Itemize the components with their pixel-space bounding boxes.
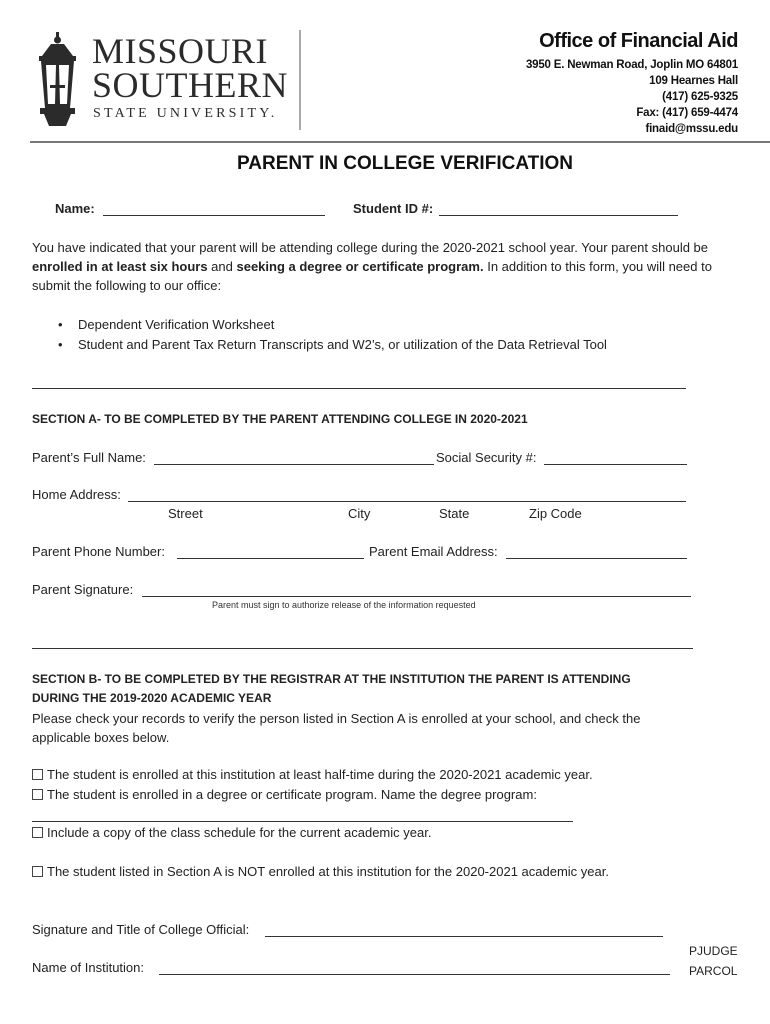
intro-bold-degree: seeking a degree or certificate program. <box>236 259 484 274</box>
office-email: finaid@mssu.edu <box>645 123 738 135</box>
street-caption: Street <box>168 506 203 521</box>
student-name-field[interactable] <box>103 215 325 216</box>
office-phone: (417) 625-9325 <box>662 91 738 103</box>
home-address-field[interactable] <box>128 501 686 502</box>
parent-signature-label: Parent Signature: <box>32 582 134 597</box>
state-caption: State <box>439 506 470 521</box>
checkbox-half-time[interactable] <box>32 769 43 780</box>
check-row-class-schedule <box>32 825 431 840</box>
header-divider <box>30 141 770 143</box>
office-address: 3950 E. Newman Road, Joplin MO 64801 <box>525 59 738 71</box>
intro-bold-hours: enrolled in at least six hours <box>32 259 208 274</box>
check-row-not-enrolled <box>32 864 609 879</box>
logo-line-state-university: STATE UNIVERSITY. <box>93 106 278 121</box>
college-official-field[interactable] <box>265 936 663 937</box>
parent-email-label: Parent Email Address: <box>369 544 498 559</box>
section-b-heading-line2: DURING THE 2019-2020 ACADEMIC YEAR <box>32 691 272 705</box>
parent-phone-field[interactable] <box>177 558 364 559</box>
section-b-instructions: Please check your records to verify the person listed in Section A is enrolled at your school, and check the applicable boxes below. <box>32 711 641 745</box>
office-hall: 109 Hearnes Hall <box>649 75 738 87</box>
intro-paragraph <box>32 238 722 295</box>
parent-full-name-field[interactable] <box>154 464 434 465</box>
logo-line-missouri: MISSOURI <box>92 31 269 71</box>
office-contact-block <box>526 30 738 137</box>
check-row-degree-program <box>32 787 537 802</box>
checkbox-not-enrolled[interactable] <box>32 866 43 877</box>
city-caption: City <box>348 506 371 521</box>
ssn-label: Social Security #: <box>436 450 537 465</box>
check-label: The student listed in Section A is NOT enrolled at this institution for the 2020-2021 academic year. <box>47 864 609 879</box>
parent-phone-label: Parent Phone Number: <box>32 544 165 559</box>
university-logo <box>30 30 305 130</box>
check-label: The student is enrolled at this institution at least half-time during the 2020-2021 academic year. <box>47 767 593 782</box>
logo-line-southern: SOUTHERN <box>92 65 289 105</box>
parent-signature-field[interactable] <box>142 596 691 597</box>
degree-program-field[interactable] <box>32 821 573 822</box>
checkbox-class-schedule[interactable] <box>32 827 43 838</box>
parent-email-field[interactable] <box>506 558 687 559</box>
institution-name-label: Name of Institution: <box>32 960 144 975</box>
list-item: • Dependent Verification Worksheet <box>56 315 607 335</box>
office-fax: Fax: (417) 659-4474 <box>636 107 738 119</box>
college-official-label: Signature and Title of College Official: <box>32 922 250 937</box>
section-divider <box>32 648 693 649</box>
student-id-label: Student ID #: <box>353 201 434 216</box>
institution-name-field[interactable] <box>159 974 670 975</box>
parent-full-name-label: Parent’s Full Name: <box>32 450 146 465</box>
signature-note: Parent must sign to authorize release of the information requested <box>212 600 476 610</box>
zip-code-caption: Zip Code <box>529 506 582 521</box>
home-address-label: Home Address: <box>32 487 121 502</box>
required-documents-list <box>56 315 607 355</box>
student-id-field[interactable] <box>439 215 678 216</box>
list-item: • Student and Parent Tax Return Transcripts and W2’s, or utilization of the Data Retrieval Tool <box>56 335 607 355</box>
footer-code: PJUDGE <box>689 944 738 958</box>
student-name-label: Name: <box>55 201 95 216</box>
check-row-half-time <box>32 767 593 782</box>
footer-codes <box>689 941 738 981</box>
section-a-heading: SECTION A- TO BE COMPLETED BY THE PARENT ATTENDING COLLEGE IN 2020-2021 <box>32 412 528 426</box>
ssn-field[interactable] <box>544 464 687 465</box>
section-divider <box>32 388 686 389</box>
office-title: Office of Financial Aid <box>539 30 738 52</box>
footer-code: PARCOL <box>689 964 738 978</box>
check-label: Include a copy of the class schedule for the current academic year. <box>47 825 432 840</box>
checkbox-degree-program[interactable] <box>32 789 43 800</box>
section-b-heading: SECTION B- TO BE COMPLETED BY THE REGISTRAR AT THE INSTITUTION THE PARENT IS ATTENDING <box>32 672 631 686</box>
check-label: The student is enrolled in a degree or certificate program. Name the degree program: <box>47 787 537 802</box>
intro-text-2: and <box>207 259 237 274</box>
intro-text-1: You have indicated that your parent will be attending college during the 2020-2021 school year. Your parent should be <box>32 240 709 255</box>
intro-text-3: In addition to this form, you will need to submit the following to our office: <box>32 259 712 293</box>
form-title: PARENT IN COLLEGE VERIFICATION <box>236 153 574 174</box>
